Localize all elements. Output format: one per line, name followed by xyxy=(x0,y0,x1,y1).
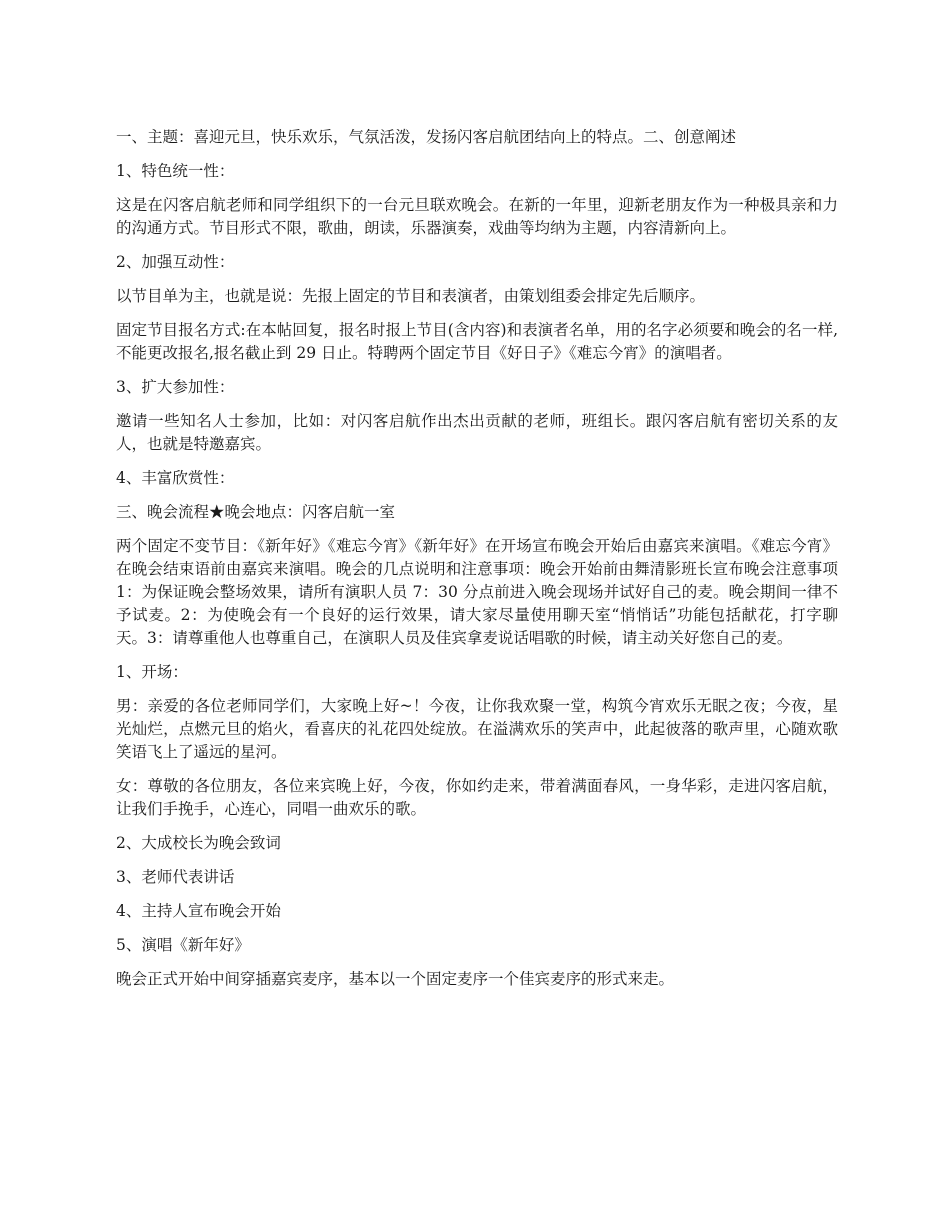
paragraph-mic-order: 晚会正式开始中间穿插嘉宾麦序，基本以一个固定麦序一个佳宾麦序的形式来走。 xyxy=(116,970,675,988)
paragraph-registration: 固定节目报名方式:在本帖回复，报名时报上节目(含内容)和表演者名单，用的名字必须要和晚会的名一样,不能更改报名,报名截止到 29 日止。特聘两个固定节目《好日子》《难忘今宵》的演唱者。 xyxy=(116,321,838,362)
paragraph-uniformity: 这是在闪客启航老师和同学组织下的一台元旦联欢晚会。在新的一年里，迎新老朋友作为一种极具亲和力的沟通方式。节目形式不限，歌曲，朗读，乐器演奏，戏曲等均纳为主题，内容清新向上。 xyxy=(116,196,838,237)
paragraph-female-host: 女：尊敬的各位朋友，各位来宾晚上好，今夜，你如约走来，带着满面春风，一身华彩，走进闪客启航，让我们手挽手，心连心，同唱一曲欢乐的歌。 xyxy=(116,777,838,818)
paragraph-fixed-programs: 两个固定不变节目：《新年好》《难忘今宵》《新年好》在开场宣布晚会开始后由嘉宾来演唱。《难忘今宵》在晚会结束语前由嘉宾来演唱。晚会的几点说明和注意事项：晚会开始前由舞清影班长宣布晚会注意事项 1：为保证晚会整场效果，请所有演职人员 7：30 分点前进入晚会现场并试好自己的麦。晚会期间一律不予试麦。2：为使晚会有一个良好的运行效果，请大家尽量使用聊天室“悄悄话”功能包括献花，打字聊天。3：请尊重他人也尊重自己，在演职人员及佳宾拿麦说话唱歌的时候，请主动关好您自己的麦。 xyxy=(116,537,838,647)
list-item-host-announcement: 4、主持人宣布晚会开始 xyxy=(116,902,281,920)
section-heading-theme: 一、主题：喜迎元旦，快乐欢乐，气氛活泼，发扬闪客启航团结向上的特点。二、创意阐述 xyxy=(116,128,737,146)
subheading-uniformity: 1、特色统一性： xyxy=(116,162,235,180)
subheading-appreciation: 4、丰富欣赏性： xyxy=(116,469,235,487)
paragraph-program-list: 以节目单为主，也就是说：先报上固定的节目和表演者，由策划组委会排定先后顺序。 xyxy=(116,287,706,305)
subheading-opening: 1、开场： xyxy=(116,663,188,681)
subheading-participation: 3、扩大参加性： xyxy=(116,378,235,396)
paragraph-male-host: 男：亲爱的各位老师同学们，大家晚上好~！今夜，让你我欢聚一堂，构筑今宵欢乐无眠之夜；今夜，星光灿烂，点燃元旦的焰火，看喜庆的礼花四处绽放。在溢满欢乐的笑声中，此起彼落的歌声里，心随欢歌笑语飞上了遥远的星河。 xyxy=(116,697,838,761)
list-item-teacher-speech: 3、老师代表讲话 xyxy=(116,868,235,886)
list-item-song: 5、演唱《新年好》 xyxy=(116,936,250,954)
section-heading-flow: 三、晚会流程★晚会地点：闪客启航一室 xyxy=(116,503,396,521)
list-item-principal-speech: 2、大成校长为晚会致词 xyxy=(116,834,281,852)
paragraph-guests: 邀请一些知名人士参加，比如：对闪客启航作出杰出贡献的老师，班组长。跟闪客启航有密切关系的友人，也就是特邀嘉宾。 xyxy=(116,412,838,453)
document-page xyxy=(116,126,838,1002)
subheading-interaction: 2、加强互动性： xyxy=(116,253,235,271)
